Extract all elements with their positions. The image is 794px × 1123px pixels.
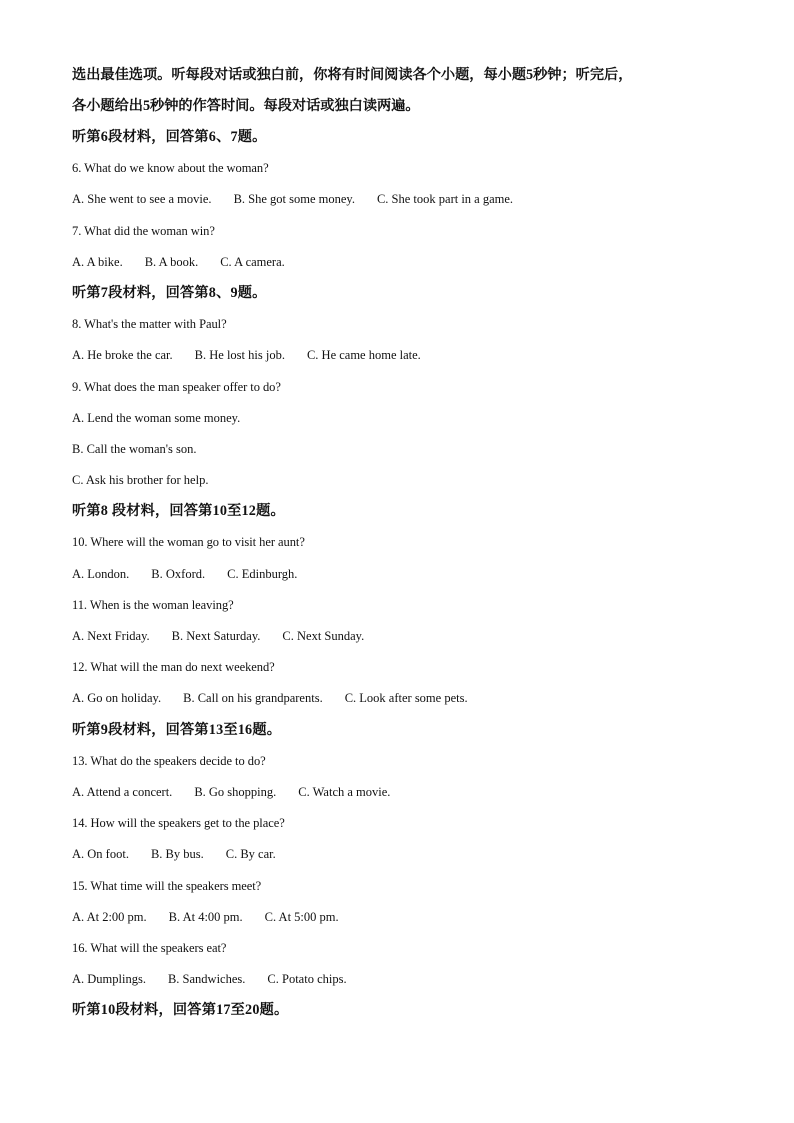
option-b[interactable]: B. Next Saturday.	[171, 629, 261, 643]
options-row	[72, 964, 732, 995]
option-b[interactable]: B. Call on his grandparents.	[183, 691, 323, 706]
option-b[interactable]: B. She got some money.	[233, 192, 355, 207]
option-c[interactable]: C. At 5:00 pm.	[264, 909, 339, 924]
instructions-line-2: 各小题给出5秒钟的作答时间。每段对话或独白读两遍。	[72, 98, 420, 114]
option-a[interactable]: A. On foot.	[72, 847, 129, 862]
options-row	[72, 839, 732, 870]
option-c[interactable]: C. Edinburgh.	[227, 566, 298, 581]
question-text: 16. What will the speakers eat?	[72, 940, 227, 955]
question-text: 10. Where will the woman go to visit her aunt?	[72, 535, 305, 550]
options-row	[72, 902, 732, 933]
options-row	[72, 247, 732, 278]
option-b[interactable]: B. He lost his job.	[194, 348, 285, 363]
option-a[interactable]: A. Lend the woman some money.	[72, 410, 241, 425]
question-text: 6. What do we know about the woman?	[72, 161, 269, 176]
section-heading: 听第6段材料，回答第6、7题。	[72, 129, 267, 145]
option-c[interactable]: C. Next Sunday.	[282, 629, 365, 643]
option-b[interactable]: B. Sandwiches.	[167, 972, 246, 987]
question-text: 14. How will the speakers get to the place?	[72, 816, 285, 831]
question-text: 11. When is the woman leaving?	[72, 597, 234, 612]
section-heading: 听第10段材料，回答第17至20题。	[72, 1002, 289, 1019]
options-row	[72, 683, 732, 714]
options-row	[72, 340, 732, 371]
option-c[interactable]: C. She took part in a game.	[376, 192, 514, 207]
section-heading: 听第7段材料，回答第8、9题。	[72, 284, 267, 301]
question-text: 15. What time will the speakers meet?	[72, 878, 262, 893]
option-a[interactable]: A. London.	[72, 566, 130, 581]
question-text: 12. What will the man do next weekend?	[72, 660, 275, 675]
section-heading: 听第9段材料，回答第13至16题。	[72, 721, 282, 738]
options-row	[72, 777, 732, 808]
option-c[interactable]: C. By car.	[225, 847, 276, 862]
option-c[interactable]: C. He came home late.	[306, 348, 421, 363]
options-row	[72, 184, 732, 215]
option-c[interactable]: C. Potato chips.	[267, 972, 347, 987]
option-c[interactable]: C. A camera.	[220, 254, 285, 269]
options-row	[72, 559, 732, 590]
option-b[interactable]: B. A book.	[144, 254, 199, 269]
option-a[interactable]: A. Attend a concert.	[72, 784, 173, 799]
option-a[interactable]: A. At 2:00 pm.	[72, 909, 147, 924]
option-a[interactable]: A. He broke the car.	[72, 348, 173, 363]
option-c[interactable]: C. Look after some pets.	[344, 691, 468, 706]
option-c[interactable]: C. Watch a movie.	[298, 784, 391, 799]
option-c[interactable]: C. Ask his brother for help.	[72, 473, 209, 488]
option-a[interactable]: A. Next Friday.	[72, 629, 150, 643]
question-text: 7. What did the woman win?	[72, 223, 215, 238]
option-a[interactable]: A. Dumplings.	[72, 972, 146, 987]
question-text: 9. What does the man speaker offer to do?	[72, 379, 281, 394]
option-b[interactable]: B. At 4:00 pm.	[168, 909, 243, 924]
option-a[interactable]: A. A bike.	[72, 254, 123, 269]
question-text: 13. What do the speakers decide to do?	[72, 753, 266, 768]
option-a[interactable]: A. She went to see a movie.	[72, 192, 212, 207]
exam-page	[72, 60, 732, 1026]
option-b[interactable]: B. Oxford.	[151, 566, 206, 581]
section-heading: 听第8 段材料，回答第10至12题。	[72, 503, 285, 520]
options-row	[72, 621, 732, 652]
instructions-line-1: 选出最佳选项。听每段对话或独白前，你将有时间阅读各个小题，每小题5秒钟；听完后，	[72, 67, 633, 83]
option-b[interactable]: B. Go shopping.	[194, 784, 277, 799]
option-b[interactable]: B. Call the woman's son.	[72, 441, 197, 456]
option-b[interactable]: B. By bus.	[150, 847, 204, 862]
question-text: 8. What's the matter with Paul?	[72, 317, 227, 332]
option-a[interactable]: A. Go on holiday.	[72, 691, 162, 706]
